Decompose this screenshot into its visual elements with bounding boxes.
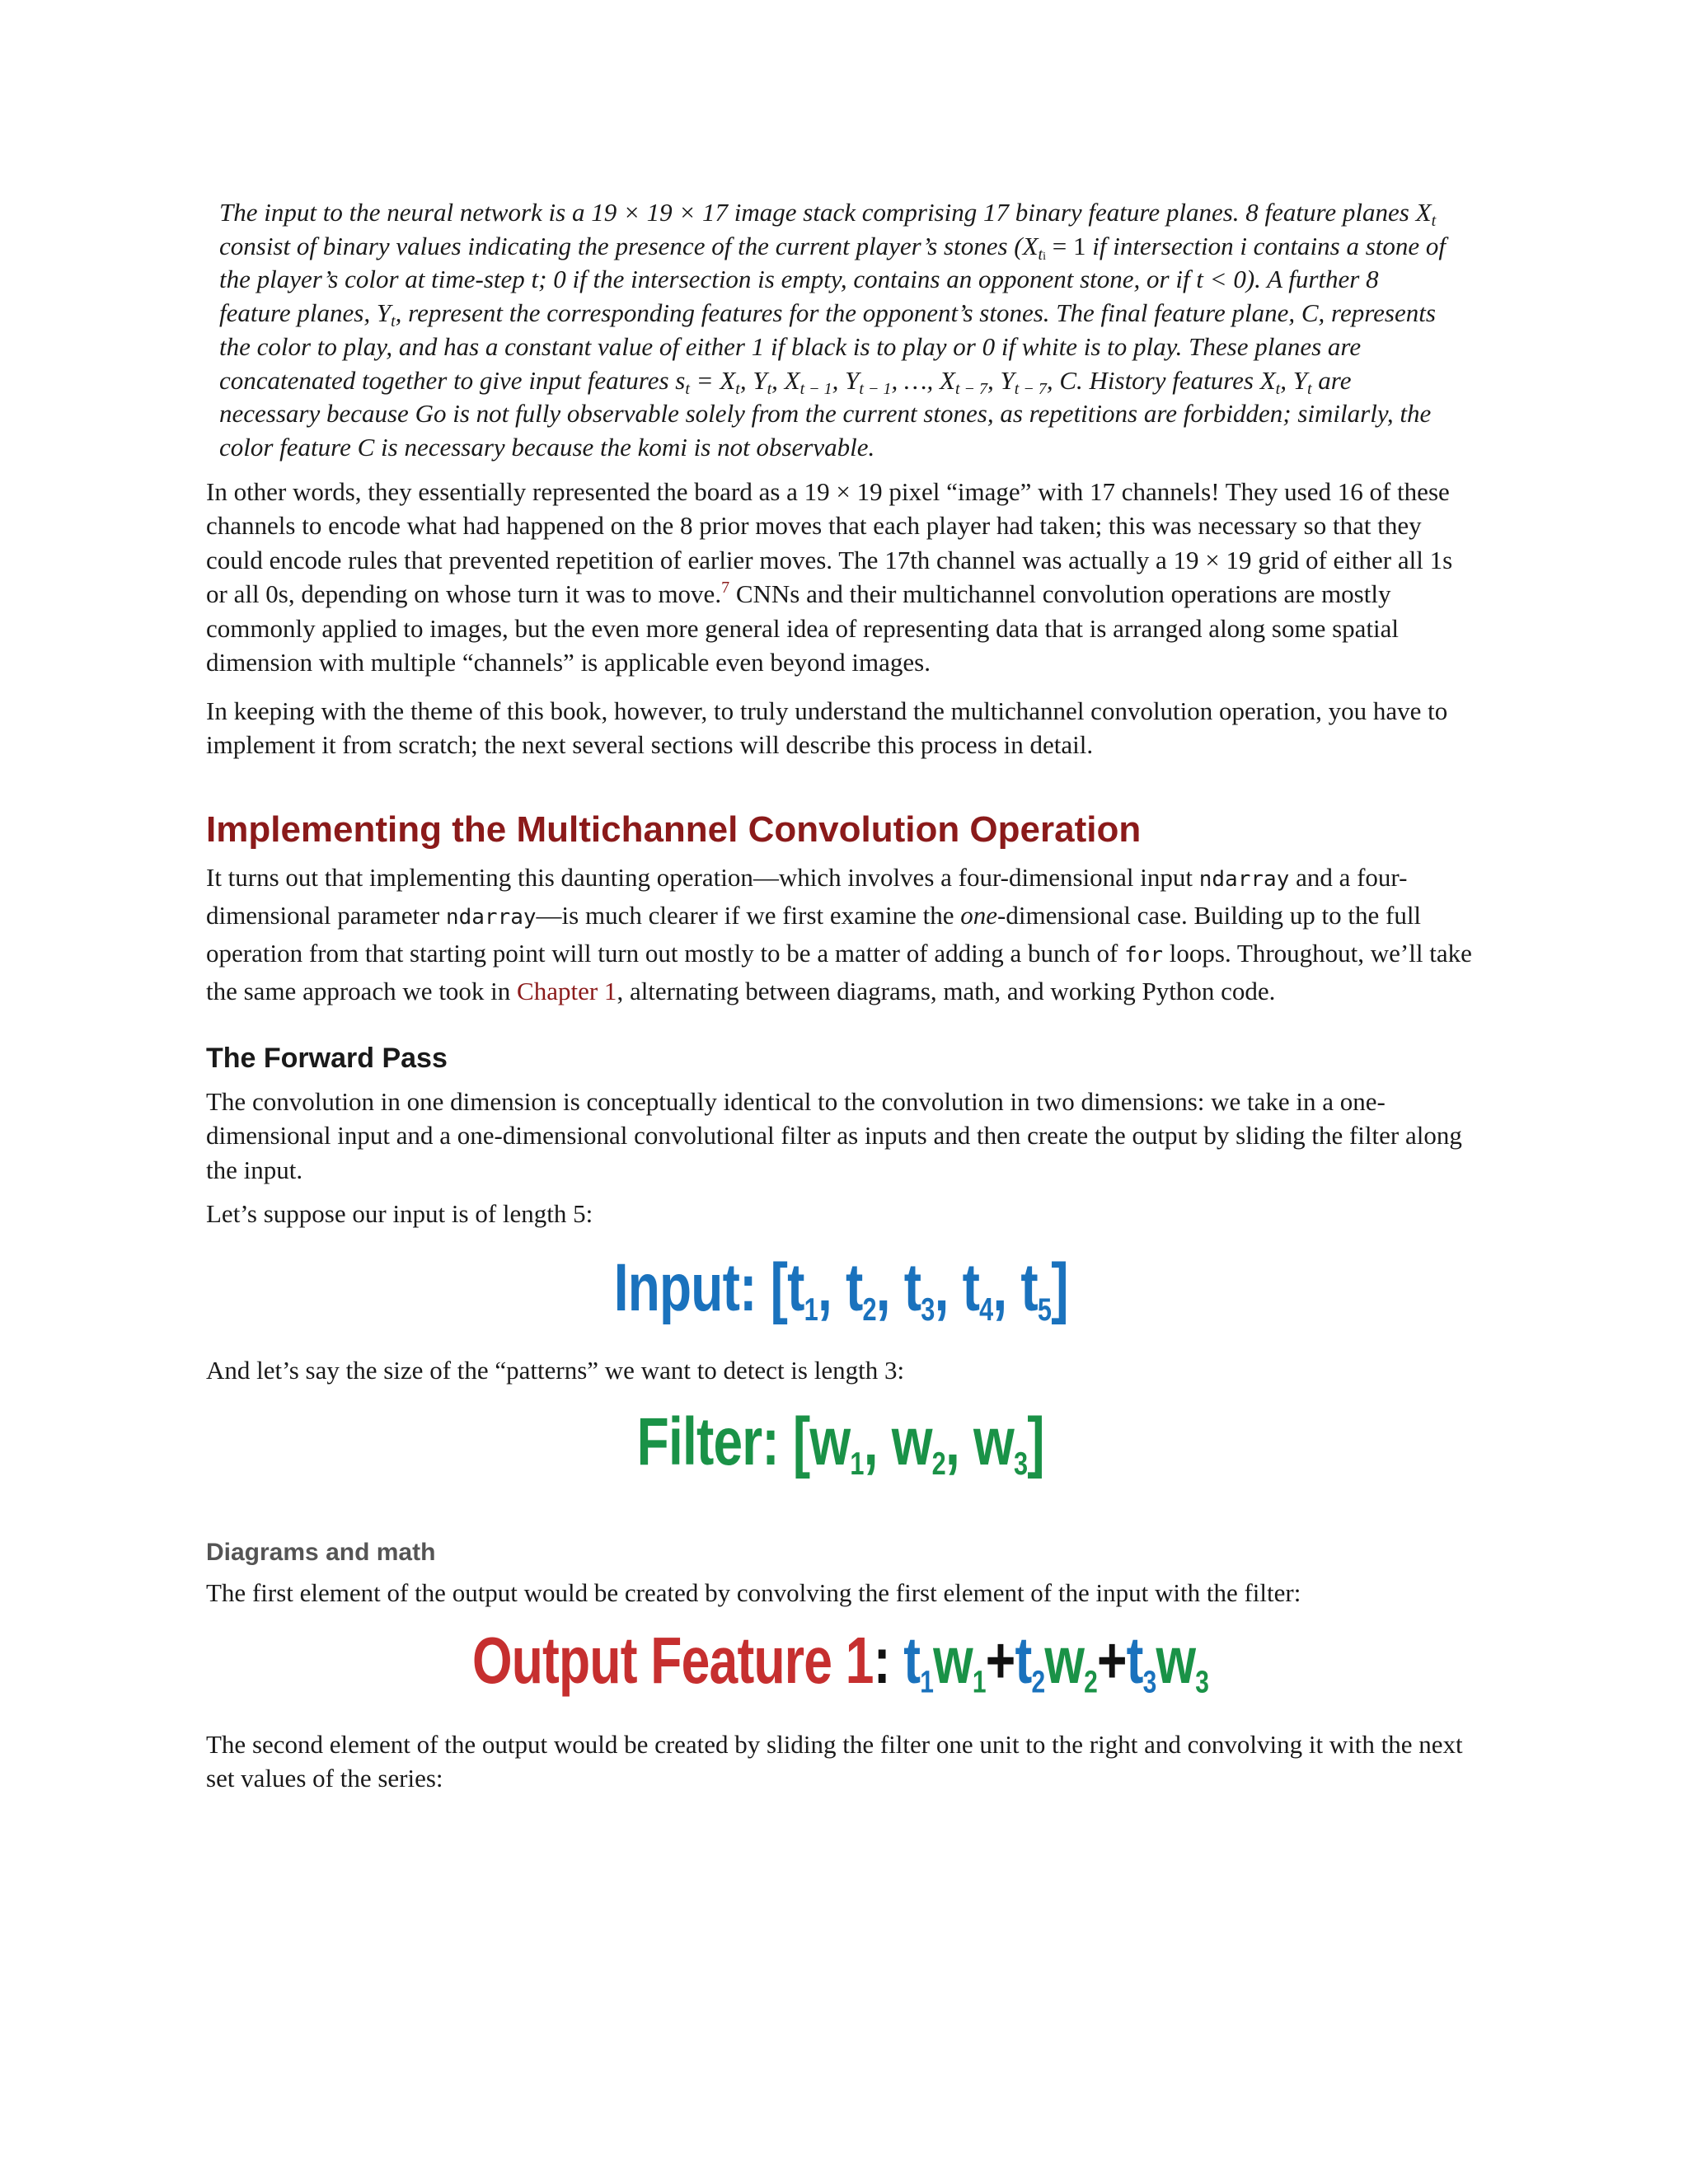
- bracket: ]: [1027, 1404, 1045, 1480]
- quote-sub: t: [1275, 379, 1281, 398]
- quote-sub: t: [391, 312, 396, 331]
- plus-sign: +: [1097, 1623, 1128, 1697]
- quote-text: C. History features: [1059, 365, 1260, 395]
- bracket: [: [770, 1249, 787, 1325]
- inline-equation: [1022, 231, 1086, 264]
- inline-code: for: [1124, 942, 1164, 968]
- t-term: t3: [1127, 1623, 1156, 1700]
- quote-text: =: [689, 365, 720, 395]
- w-term: w1: [933, 1623, 987, 1700]
- paragraph-first-element: The first element of the output would be created by convolving the first element of the input with the filter:: [206, 1578, 1301, 1608]
- paragraph-text: —is much clearer if we first examine the: [536, 900, 961, 930]
- quote-sub: t: [1431, 212, 1437, 230]
- quote-var: , Y: [739, 365, 767, 395]
- input-term: t5: [1020, 1249, 1051, 1328]
- eq-sub-sub: i: [1043, 250, 1046, 263]
- filter-figure: [636, 1404, 1045, 1482]
- block-quote: The input to the neural network is a 19 × 19 × 17 image stack comprising 17 binary feature planes. 8 feature planes $X_t$ consist of binary values indicating the presence of the current player’s stones ($X_{ti} = 1$ if intersection i contains a stone of the player’s color at time-step t; 0 if the intersection is empty, contains an opponent stone, or if t < 0). A further 8 feature planes, $Y_t$, represent the corresponding features for the opponent’s stones. The final feature plane, C, represents the color to play, and has a constant value of either 1 if black is to play or 0 if white is to play. These planes are concatenated together to give input features $s_t = X_t$, $Y_t$, $X_{t - 1}$, $Y_{t - 1}$, …, $X_{t - 7}$, $Y_{t - 7}$, C. History features $X_t$, $Y_t$ are necessary because Go is not fully observable solely from the current stones, as repetitions are forbidden; similarly, the color feature C is necessary because the komi is not observable.: [219, 198, 1447, 462]
- eq-sub: [1039, 246, 1046, 264]
- paragraph-channels: [206, 475, 1475, 680]
- paragraph-text: and a four-dimensional parameter: [206, 862, 1408, 930]
- filter-term: w3: [973, 1404, 1028, 1482]
- filter-term: w2: [891, 1404, 946, 1482]
- colon: :: [874, 1623, 891, 1697]
- paragraph-second-element: The second element of the output would be created by sliding the filter one unit to the right and convolving it with the next set values of the series:: [206, 1729, 1463, 1793]
- separator: ,: [934, 1249, 963, 1325]
- emphasis: one: [960, 900, 998, 930]
- paragraph-filter-length: And let’s say the size of the “patterns” we want to detect is length 3:: [206, 1355, 905, 1385]
- separator: ,: [945, 1404, 974, 1480]
- paragraph-forward-pass: The convolution in one dimension is conceptually identical to the convolution in two dimensions: we take in a one-dimensional input and a one-dimensional convolutional filter as inputs and then create the output by sliding the filter along the input.: [206, 1086, 1462, 1184]
- paragraph-from-scratch: In keeping with the theme of this book, however, to truly understand the multichannel convolution operation, you have to implement it from scratch; the next several sections will describe this process in detail.: [206, 696, 1448, 760]
- quote-sub: t: [735, 379, 740, 398]
- input-term: t4: [962, 1249, 993, 1328]
- separator: ,: [863, 1404, 892, 1480]
- bracket: ]: [1050, 1249, 1068, 1325]
- quote-sub: t − 1: [799, 379, 832, 398]
- quote-sub: t − 1: [859, 379, 892, 398]
- filter-term: w1: [809, 1404, 864, 1482]
- quote-text: if intersection i contains a stone of the player’s color at time-step t; 0 if the intersection is empty, contains an opponent stone, or if t < 0). A further 8 feature planes,: [219, 231, 1447, 328]
- quote-sub: t − 7: [954, 379, 988, 398]
- t-term: t2: [1015, 1623, 1045, 1700]
- quote-sub: t − 7: [1014, 379, 1047, 398]
- w-term: w3: [1156, 1623, 1209, 1700]
- w-term: w2: [1044, 1623, 1098, 1700]
- quote-text: The input to the neural network is a 19 × 19 × 17 image stack comprising 17 binary feature planes. 8 feature planes: [219, 198, 1416, 227]
- output-equation: [206, 1610, 1475, 1727]
- eq-rest: = 1: [1046, 231, 1086, 260]
- t-term: t1: [903, 1623, 934, 1700]
- paragraph-text: , alternating between diagrams, math, and working Python code.: [617, 976, 1276, 1005]
- quote-var: X: [720, 365, 736, 395]
- footnote-link[interactable]: 7: [721, 579, 730, 598]
- input-equation: [206, 1231, 1475, 1353]
- separator: ,: [992, 1249, 1021, 1325]
- paragraph-text: It turns out that implementing this daunting operation—which involves a four-dimensional input: [206, 862, 1199, 892]
- subsection-heading: The Forward Pass: [206, 1042, 448, 1074]
- subsubsection-heading: Diagrams and math: [206, 1539, 436, 1567]
- quote-var: X: [1415, 198, 1432, 227]
- inline-code: ndarray: [1198, 866, 1290, 892]
- inline-code: ndarray: [445, 904, 537, 930]
- output-label: Output Feature 1: [472, 1623, 874, 1697]
- quote-sub: t: [685, 379, 690, 398]
- eq-var: X: [1022, 231, 1039, 260]
- paragraph-text: CNNs and their multichannel convolution operations are mostly commonly applied to images, but the even more general idea of representing data that is arranged along some spatial dimension with multiple “channels” is applicable even beyond images.: [206, 579, 1400, 677]
- filter-equation: [206, 1387, 1475, 1496]
- quote-var: Y: [376, 298, 392, 328]
- plus-sign: +: [986, 1623, 1015, 1697]
- input-term: t1: [786, 1249, 818, 1328]
- filter-label: Filter:: [636, 1404, 780, 1480]
- quote-text: , represent the corresponding features for the opponent’s stones. The final feature plane, C, represents the color to play, and has a constant value of either 1 if black is to play or 0 if white is to play. These planes are concatenated together to give input features: [219, 298, 1436, 395]
- paragraph-input-length: Let’s suppose our input is of length 5:: [206, 1199, 593, 1229]
- input-label: Input:: [613, 1249, 757, 1325]
- quote-sub: t: [767, 379, 772, 398]
- quote-var: s: [675, 365, 686, 395]
- quote-text: consist of binary values indicating the presence of the current player’s stones (: [219, 231, 1023, 260]
- eq-sub-var: t: [1038, 245, 1043, 264]
- input-term: t3: [903, 1249, 935, 1328]
- paragraph-text: In other words, they essentially represented the board as a 19 × 19 pixel “image” with 17 channels! They used 16 of these channels to encode what had happened on the 8 prior moves that each player had taken; this was necessary so that they could encode rules that prevented repetition of earlier moves. The 17th channel was actually a 19 × 19 grid of either all 1s or all 0s, depending on whose turn it was to move.: [206, 476, 1453, 609]
- section-heading: Implementing the Multichannel Convolution Operation: [206, 808, 1142, 850]
- paragraph-text: -dimensional case. Building up to the full operation from that starting point will turn out mostly to be a matter of adding a bunch of: [206, 900, 1422, 968]
- page-content: [206, 196, 1475, 1796]
- chapter-1-link[interactable]: Chapter 1: [517, 976, 617, 1005]
- quote-sub: t: [1306, 379, 1312, 398]
- input-figure: [613, 1249, 1068, 1328]
- separator: ,: [817, 1249, 846, 1325]
- input-term: t2: [845, 1249, 876, 1328]
- bracket: [: [793, 1404, 810, 1480]
- output-figure: [472, 1624, 1208, 1698]
- quote-text: are necessary because Go is not fully observable solely from the current stones, as repetitions are forbidden; similarly, the color feature C is necessary because the komi is not observable.: [219, 365, 1432, 462]
- paragraph-text: loops. Throughout, we’ll take the same approach we took in: [206, 938, 1472, 1005]
- paragraph-implementation: [206, 860, 1475, 1009]
- separator: ,: [875, 1249, 904, 1325]
